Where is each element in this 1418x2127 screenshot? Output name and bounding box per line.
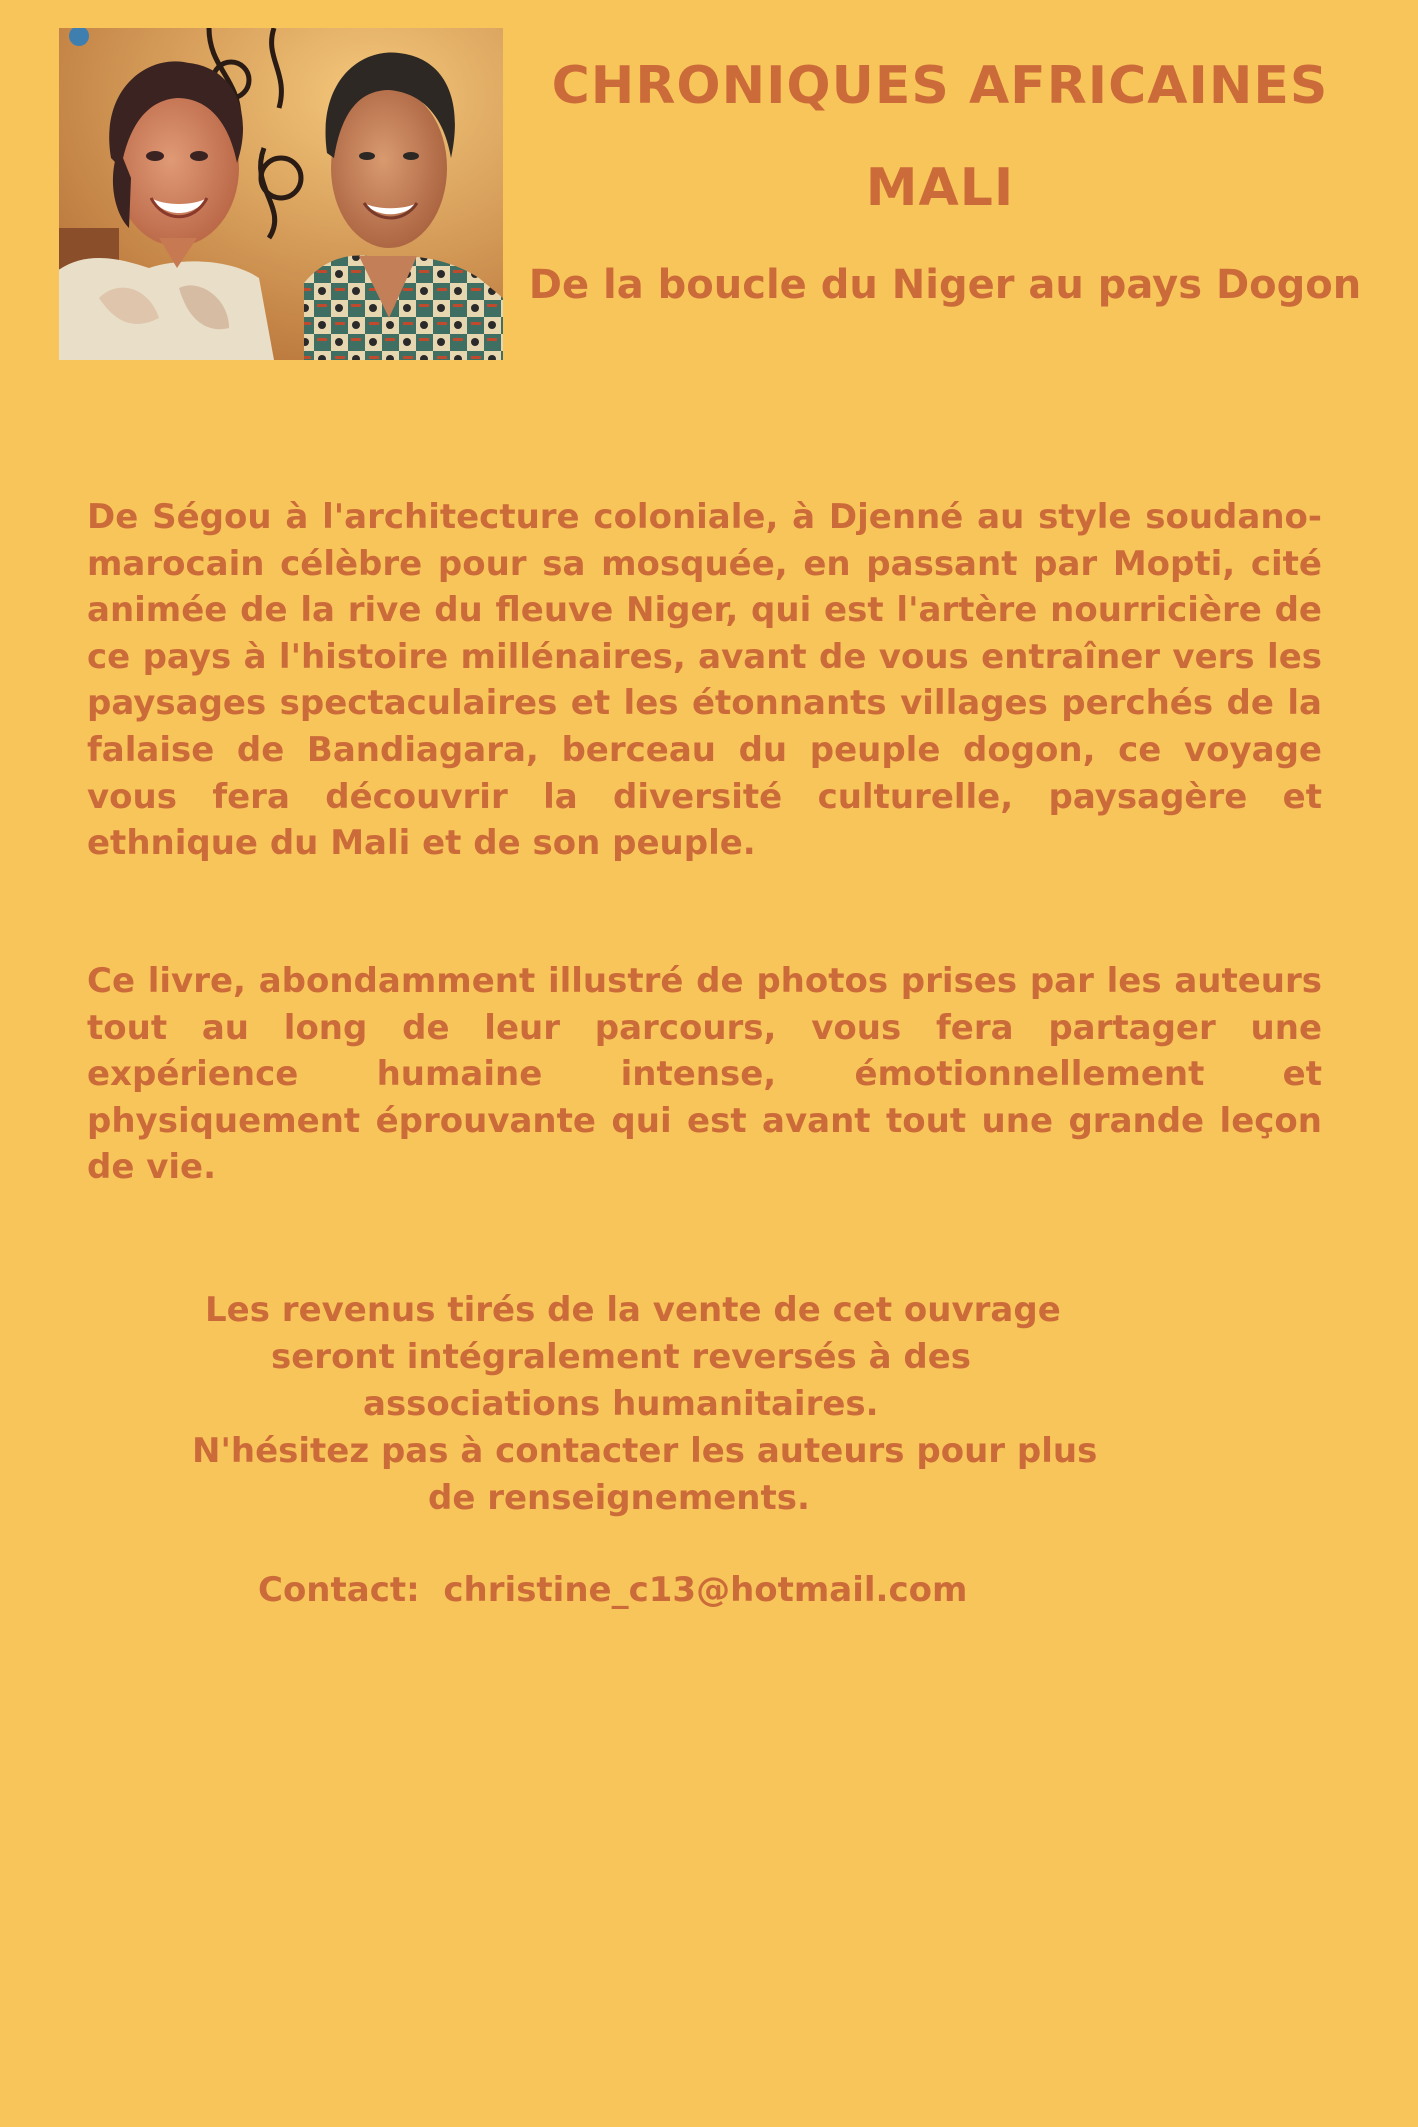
contact-email-link[interactable]: christine_c13@hotmail.com [443, 1570, 968, 1610]
contact-label: Contact: [258, 1570, 420, 1610]
notice-line-1: Les revenus tirés de la vente de cet ouvrage [205, 1290, 1061, 1330]
book-country: MALI [865, 158, 1015, 218]
book-subtitle: De la boucle du Niger au pays Dogon [528, 262, 1362, 308]
authors-photo-icon [59, 28, 503, 360]
contact-line [258, 1567, 967, 1614]
description-paragraph-1: De Ségou à l'architecture coloniale, à Djenné au style soudano-marocain célèbre pour sa mosquée, en passant par Mopti, cité animée de la rive du fleuve Niger, qui est l'artère nourricière de ce pays à l'histoire millénaires, avant de vous entraîner vers les paysages spectaculaires et les étonnants villages perchés de la falaise de Bandiagara, berceau du peuple dogon, ce voyage vous fera découvrir la diversité culturelle, paysagère et ethnique du Mali et de son peuple. [87, 497, 1322, 864]
description-paragraph-2: Ce livre, abondamment illustré de photos prises par les auteurs tout au long de leur parcours, vous fera partager une expérience humaine intense, émotionnellement et physiquement éprouvante qui est avant tout une grande leçon de vie. [87, 961, 1322, 1188]
notice-line-3: associations humanitaires. [363, 1384, 879, 1424]
charity-notice [90, 1287, 1330, 1522]
notice-line-4: N'hésitez pas à contacter les auteurs pour plus [192, 1431, 1098, 1471]
notice-line-2: seront intégralement reversés à des [271, 1337, 972, 1377]
book-title: CHRONIQUES AFRICAINES [551, 56, 1329, 116]
authors-photo [59, 28, 503, 360]
notice-line-5: de renseignements. [428, 1478, 810, 1518]
